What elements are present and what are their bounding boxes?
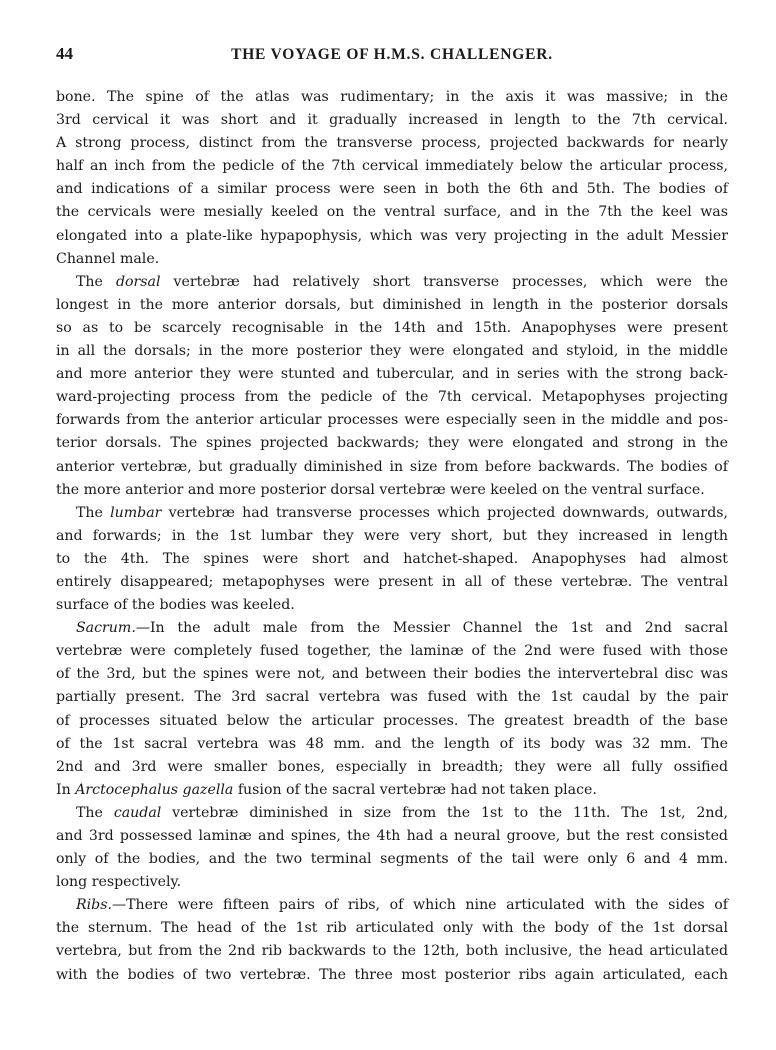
- text-line: vertebra, but from the 2nd rib backwards to the 12th, both inclusive, the head articulated: [56, 943, 728, 960]
- text-line: [56, 802, 728, 825]
- running-head: [56, 44, 728, 68]
- text-line: and indications of a similar process were seen in both the 6th and 5th. The bodies of: [56, 181, 728, 198]
- text-line: of the 1st sacral vertebra was 48 mm. and the length of its body was 32 mm. The: [56, 735, 728, 752]
- paragraph-ribs: [56, 894, 728, 986]
- text-line: bone. The spine of the atlas was rudimentary; in the axis it was massive; in the: [56, 89, 728, 105]
- text-line: [56, 617, 728, 640]
- text-line: the sternum. The head of the 1st rib articulated only with the body of the 1st dorsal: [56, 920, 728, 937]
- text-run: —There were fifteen pairs of ribs, of which nine articulated with the sides of: [111, 897, 728, 914]
- text-run: In: [56, 781, 76, 798]
- paragraph-cervical: [56, 86, 728, 271]
- text-line: ward-projecting process from the pedicle of the 7th cervical. Metapophyses projecting: [56, 389, 728, 406]
- text-line: and 3rd possessed laminæ and spines, the 4th had a neural groove, but the rest consisted: [56, 828, 728, 844]
- text-line: and more anterior they were stunted and tubercular, and in series with the strong back-: [56, 366, 728, 383]
- page-number: 44: [56, 44, 73, 63]
- text-run: vertebræ diminished in size from the 1st to the 11th. The 1st, 2nd,: [161, 804, 729, 821]
- text-run: The: [76, 504, 111, 521]
- text-line: A strong process, distinct from the transverse process, projected backwards for nearly: [56, 135, 728, 152]
- text-line: with the bodies of two vertebræ. The three most posterior ribs again articulated, each: [56, 966, 728, 983]
- italic-term-lumbar: lumbar: [110, 504, 162, 521]
- italic-term-caudal: caudal: [113, 804, 162, 821]
- text-line: entirely disappeared; metapophyses were present in all of these vertebræ. The ventral: [56, 573, 728, 590]
- italic-species-name: Arctocephalus gazella: [75, 781, 234, 798]
- paragraph-dorsal: [56, 271, 728, 502]
- paragraph-caudal: [56, 802, 728, 894]
- text-line: anterior vertebræ, but gradually diminished in size from before backwards. The bodies of: [56, 458, 728, 475]
- text-line: the more anterior and more posterior dorsal vertebræ were keeled on the ventral surface.: [56, 481, 705, 498]
- running-title: THE VOYAGE OF H.M.S. CHALLENGER.: [231, 46, 553, 63]
- body-text: [56, 86, 728, 987]
- text-line: [56, 271, 728, 294]
- text-line: [56, 502, 728, 525]
- italic-heading-sacrum: Sacrum.: [76, 620, 136, 637]
- text-line: 2nd and 3rd were smaller bones, especially in breadth; they were all fully ossified: [56, 758, 728, 775]
- italic-heading-ribs: Ribs.: [76, 897, 112, 914]
- paragraph-lumbar: [56, 502, 728, 617]
- text-line: the cervicals were mesially keeled on the ventral surface, and in the 7th the keel was: [56, 204, 728, 221]
- text-line: in all the dorsals; in the more posterior they were elongated and styloid, in the middle: [56, 343, 728, 360]
- text-line: surface of the bodies was keeled.: [56, 597, 295, 614]
- text-line: long respectively.: [56, 874, 182, 891]
- text-line: [56, 894, 728, 917]
- text-line: only of the bodies, and the two terminal segments of the tail were only 6 and 4 mm.: [56, 851, 728, 868]
- text-line: terior dorsals. The spines projected backwards; they were elongated and strong in the: [56, 435, 728, 452]
- text-run: The: [76, 804, 114, 821]
- text-run: —In the adult male from the Messier Channel the 1st and 2nd sacral: [135, 620, 728, 637]
- text-line: so as to be scarcely recognisable in the 14th and 15th. Anapophyses were present: [56, 319, 728, 336]
- document-page: [56, 44, 728, 987]
- text-line: and forwards; in the 1st lumbar they were very short, but they increased in length: [56, 527, 728, 544]
- text-line: partially present. The 3rd sacral vertebra was fused with the 1st caudal by the pair: [56, 689, 728, 706]
- text-line: of processes situated below the articular processes. The greatest breadth of the base: [56, 712, 728, 729]
- italic-term-dorsal: dorsal: [115, 273, 161, 290]
- text-line: 3rd cervical it was short and it gradually increased in length to the 7th cervical.: [56, 112, 728, 129]
- paragraph-sacrum: [56, 617, 728, 802]
- text-run: vertebræ had transverse processes which projected downwards, outwards,: [161, 504, 728, 521]
- text-line: to the 4th. The spines were short and hatchet-shaped. Anapophyses had almost: [56, 550, 728, 567]
- text-line: [56, 779, 728, 802]
- text-line: Channel male.: [56, 250, 160, 267]
- text-line: vertebræ were completely fused together, the laminæ of the 2nd were fused with those: [56, 643, 728, 660]
- text-run: fusion of the sacral vertebræ had not taken place.: [233, 781, 597, 798]
- text-line: half an inch from the pedicle of the 7th cervical immediately below the articular process,: [56, 158, 728, 175]
- text-line: forwards from the anterior articular processes were especially seen in the middle and pos-: [56, 412, 728, 429]
- text-run: vertebræ had relatively short transverse processes, which were the: [160, 273, 729, 290]
- text-line: elongated into a plate-like hypapophysis, which was very projecting in the adult Messier: [56, 227, 728, 244]
- text-line: longest in the more anterior dorsals, but diminished in length in the posterior dorsals: [56, 296, 728, 313]
- text-run: The: [76, 273, 116, 290]
- text-line: of the 3rd, but the spines were not, and between their bodies the intervertebral disc was: [56, 666, 728, 683]
